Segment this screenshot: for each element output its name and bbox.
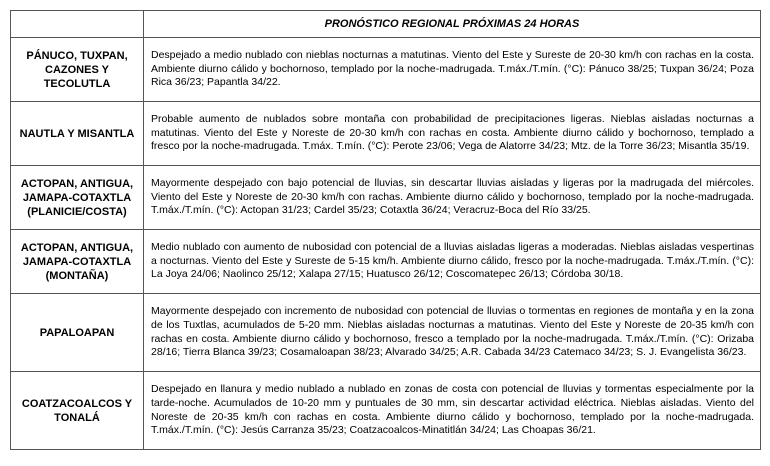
region-forecast: Despejado a medio nublado con nieblas nocturnas a matutinas. Viento del Este y Sureste de 20-30 km/h con rachas en la costa. Ambiente diurno cálido y bochornoso, templado por la noche-madrugada. T.máx./T.mín. (°C): Pánuco 38/25; Tuxpan 36/24; Poza Rica 36/23; Papantla 34/22.: [144, 38, 761, 102]
region-forecast: Mayormente despejado con incremento de nubosidad con potencial de lluvias o tormentas en regiones de montaña y en la zona de los Tuxtlas, acumulados de 5-20 mm. Nieblas aisladas nocturnas a matutinas. Viento del Este y Noreste de 20-35 km/h con rachas en costa. Ambiente diurno cálido y bochornoso, fresco a templado por la noche-madrugada. T.máx./T.mín. (°C): Orizaba 28/16; Tierra Blanca 39/23; Cosamaloapan 38/23; Alvarado 34/25; A.R. Cabada 34/23 Catemaco 34/23; S. J. Evangelista 36/23.: [144, 294, 761, 372]
region-forecast: Medio nublado con aumento de nubosidad con potencial de a lluvias aisladas ligeras a moderadas. Nieblas aisladas vespertinas a nocturnas. Viento del Este y Sureste de 5-15 km/h. Ambiente diurno cálido, fresco por la noche-madrugada. T.máx./T.mín. (°C): La Joya 24/06; Naolinco 25/12; Xalapa 27/15; Huatusco 26/12; Coscomatepec 26/13; Córdoba 30/18.: [144, 230, 761, 294]
region-name: ACTOPAN, ANTIGUA, JAMAPA-COTAXTLA (MONTAÑA): [11, 230, 144, 294]
forecast-table: [10, 10, 761, 450]
region-forecast: Mayormente despejado con bajo potencial de lluvias, sin descartar lluvias aisladas y ligeras por la madrugada del miércoles. Viento del Este y Noreste de 20-30 km/h con rachas. Ambiente diurno cálido y bochornoso, templado por la noche-madrugada. T.máx./T.mín. (°C): Actopan 31/23; Cardel 35/23; Cotaxtla 36/24; Veracruz-Boca del Río 33/25.: [144, 166, 761, 230]
table-row: [11, 372, 761, 450]
table-row: [11, 230, 761, 294]
region-name: NAUTLA Y MISANTLA: [11, 102, 144, 166]
table-row: [11, 102, 761, 166]
table-row: [11, 166, 761, 230]
region-forecast: Despejado en llanura y medio nublado a nublado en zonas de costa con potencial de lluvias y tormentas especialmente por la tarde-noche. Acumulados de 10-20 mm y puntuales de 30 mm, sin descartar actividad eléctrica. Nieblas aisladas. Viento del Noreste de 20-35 km/h con rachas en costa. Ambiente diurno cálido y bochornoso, templado por la noche-madrugada. T.máx./T.mín. (°C): Jesús Carranza 35/23; Coatzacoalcos-Minatitlán 34/24; Las Choapas 36/21.: [144, 372, 761, 450]
region-name: ACTOPAN, ANTIGUA, JAMAPA-COTAXTLA (PLANICIE/COSTA): [11, 166, 144, 230]
header-row: [11, 11, 761, 38]
table-row: [11, 294, 761, 372]
table-row: [11, 38, 761, 102]
header-empty-cell: [11, 11, 144, 38]
region-name: PÁNUCO, TUXPAN, CAZONES Y TECOLUTLA: [11, 38, 144, 102]
table-title: PRONÓSTICO REGIONAL PRÓXIMAS 24 HORAS: [144, 11, 761, 38]
region-forecast: Probable aumento de nublados sobre montaña con probabilidad de precipitaciones ligeras. Nieblas aisladas nocturnas a matutinas. Viento del Este y Noreste de 20-30 km/h con rachas en costa. Ambiente diurno cálido y bochornoso, templado a fresco por la noche-madrugada. T.máx. T.mín. (°C): Perote 23/06; Vega de Alatorre 34/23; Mtz. de la Torre 36/23; Misantla 35/19.: [144, 102, 761, 166]
region-name: COATZACOALCOS Y TONALÁ: [11, 372, 144, 450]
region-name: PAPALOAPAN: [11, 294, 144, 372]
